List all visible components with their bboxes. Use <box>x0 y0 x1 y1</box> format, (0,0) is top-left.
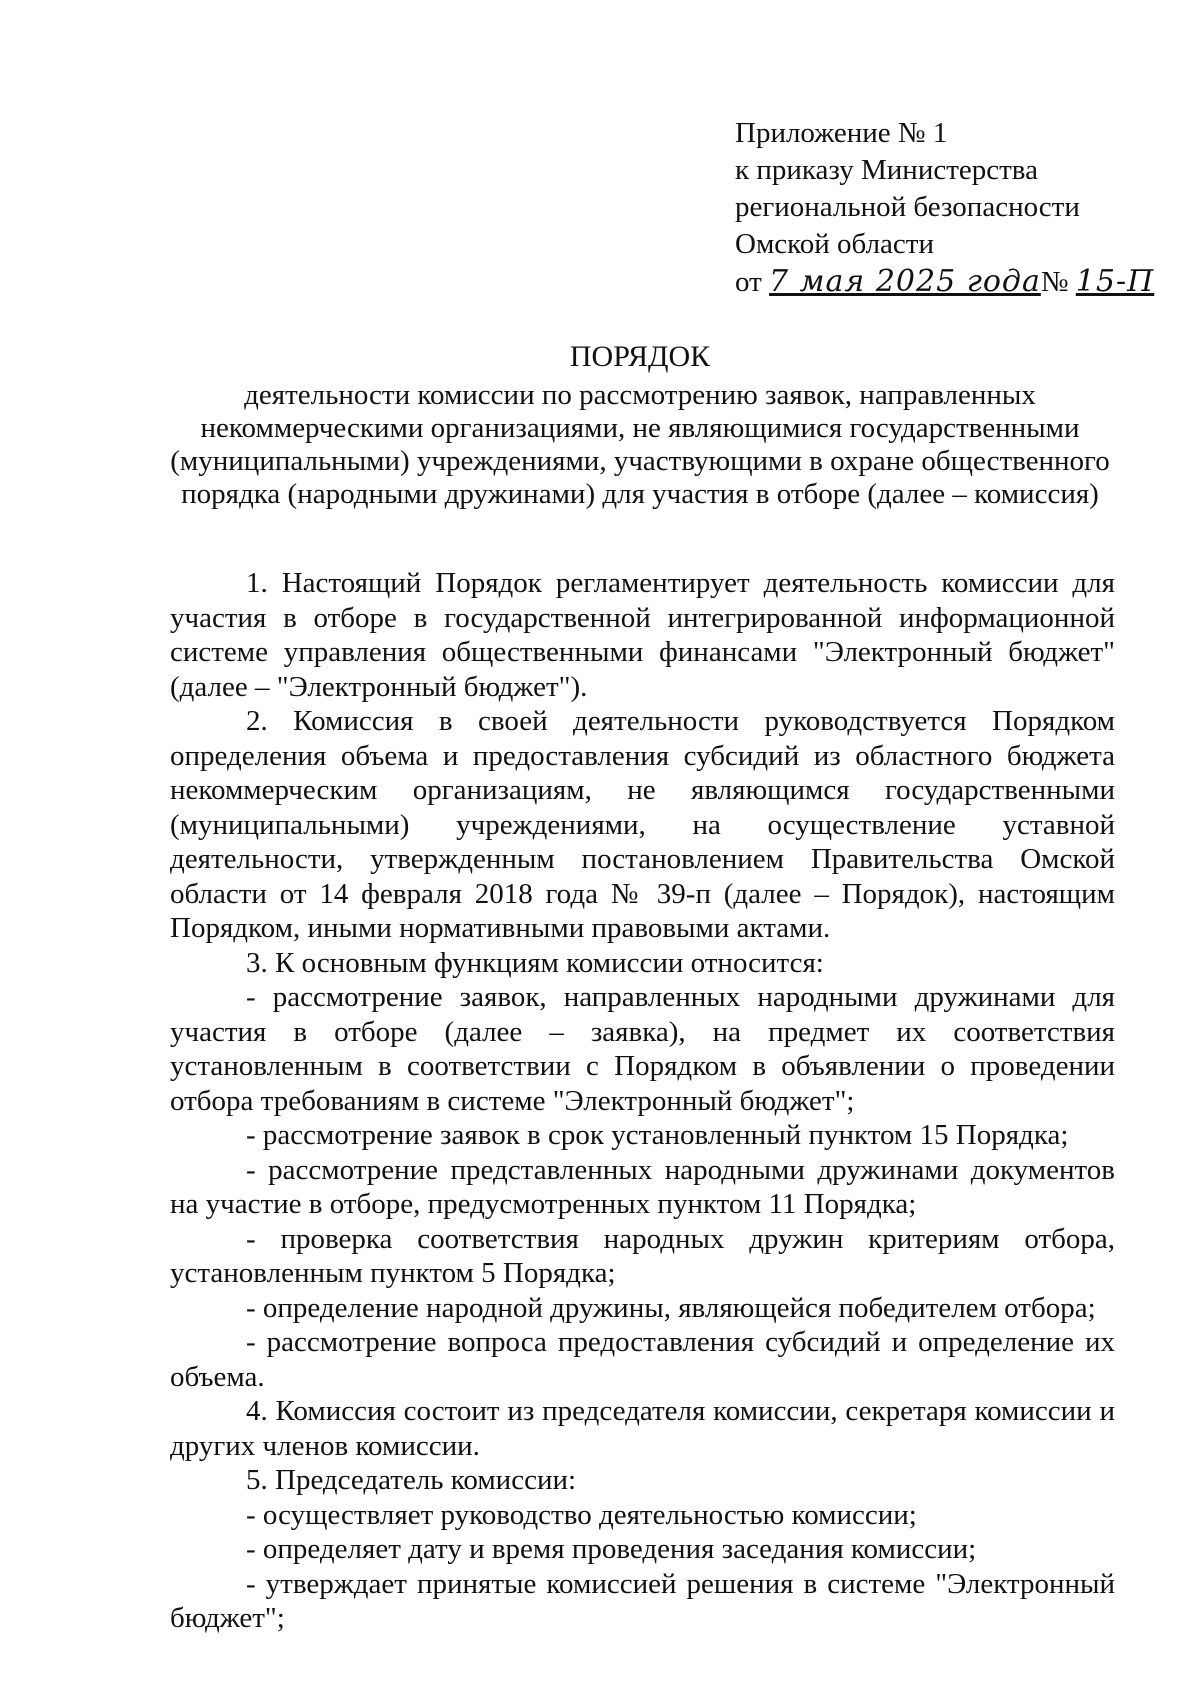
list-item: - рассмотрение заявок, направленных народными дружинами для участия в отборе (далее – заявка), на предмет их соответствия установленным в соответствии с Порядком в объявлении о проведении отбора требованиям в системе "Электронный бюджет"; <box>170 981 1115 1117</box>
list-item: - рассмотрение представленных народными дружинами документов на участие в отборе, предусмотренных пунктом 11 Порядка; <box>170 1153 1115 1220</box>
appendix-line-3: региональной безопасности <box>735 191 1080 223</box>
handwritten-number: 15-П <box>1075 264 1155 299</box>
paragraph: 3. К основным функциям комиссии относится: <box>246 946 824 979</box>
number-prefix: № <box>1040 266 1069 298</box>
list-item: - рассмотрение заявок в срок установленный пунктом 15 Порядка; <box>246 1119 1069 1151</box>
appendix-line-2: к приказу Министерства <box>735 154 1038 186</box>
paragraph: 2. Комиссия в своей деятельности руководствуется Порядком определения объема и предоставления субсидий из областного бюджета некоммерческим организациям, не являющимся государственными (муниципальными) учреждениями, на осуществление уставной деятельности, утвержденным постановлением Правительства Омской области от 14 февраля 2018 года № 39-п (далее – Порядок), настоящим Порядком, иными нормативными правовыми актами. <box>170 705 1115 944</box>
appendix-line-4: Омской области <box>735 228 934 260</box>
appendix-date-line <box>735 263 1154 301</box>
appendix-line-1: Приложение № 1 <box>735 117 948 149</box>
list-item: - определение народной дружины, являющейся победителем отбора; <box>246 1291 1096 1324</box>
list-item: - рассмотрение вопроса предоставления субсидий и определение их объема. <box>170 1326 1115 1393</box>
list-item: - проверка соответствия народных дружин критериям отбора, установленным пунктом 5 Порядка; <box>170 1222 1115 1289</box>
title-heading: ПОРЯДОК <box>569 340 711 373</box>
handwritten-date: 7 мая 2025 года <box>769 264 1041 299</box>
appendix-header <box>735 115 1154 301</box>
date-prefix: от <box>735 266 762 298</box>
paragraph: 5. Председатель комиссии: <box>246 1464 577 1496</box>
paragraph: 1. Настоящий Порядок регламентирует деятельность комиссии для участия в отборе в государственной интегрированной информационной системе управления общественными финансами "Электронный бюджет" (далее – "Электронный бюджет"). <box>170 567 1115 703</box>
list-item: - осуществляет руководство деятельностью комиссии; <box>246 1498 917 1531</box>
document-body <box>170 566 1115 1636</box>
document-title <box>170 340 1110 511</box>
title-subtitle: деятельности комиссии по рассмотрению заявок, направленных некоммерческими организациями, не являющимися государственными (муниципальными) учреждениями, участвующими в охране общественного порядка (народными дружинами) для участия в отборе (далее – комиссия) <box>170 379 1110 510</box>
paragraph: 4. Комиссия состоит из председателя комиссии, секретаря комиссии и других членов комиссии. <box>170 1395 1115 1462</box>
list-item: - определяет дату и время проведения заседания комиссии; <box>246 1533 977 1565</box>
list-item: - утверждает принятые комиссией решения в системе "Электронный бюджет"; <box>170 1567 1115 1634</box>
